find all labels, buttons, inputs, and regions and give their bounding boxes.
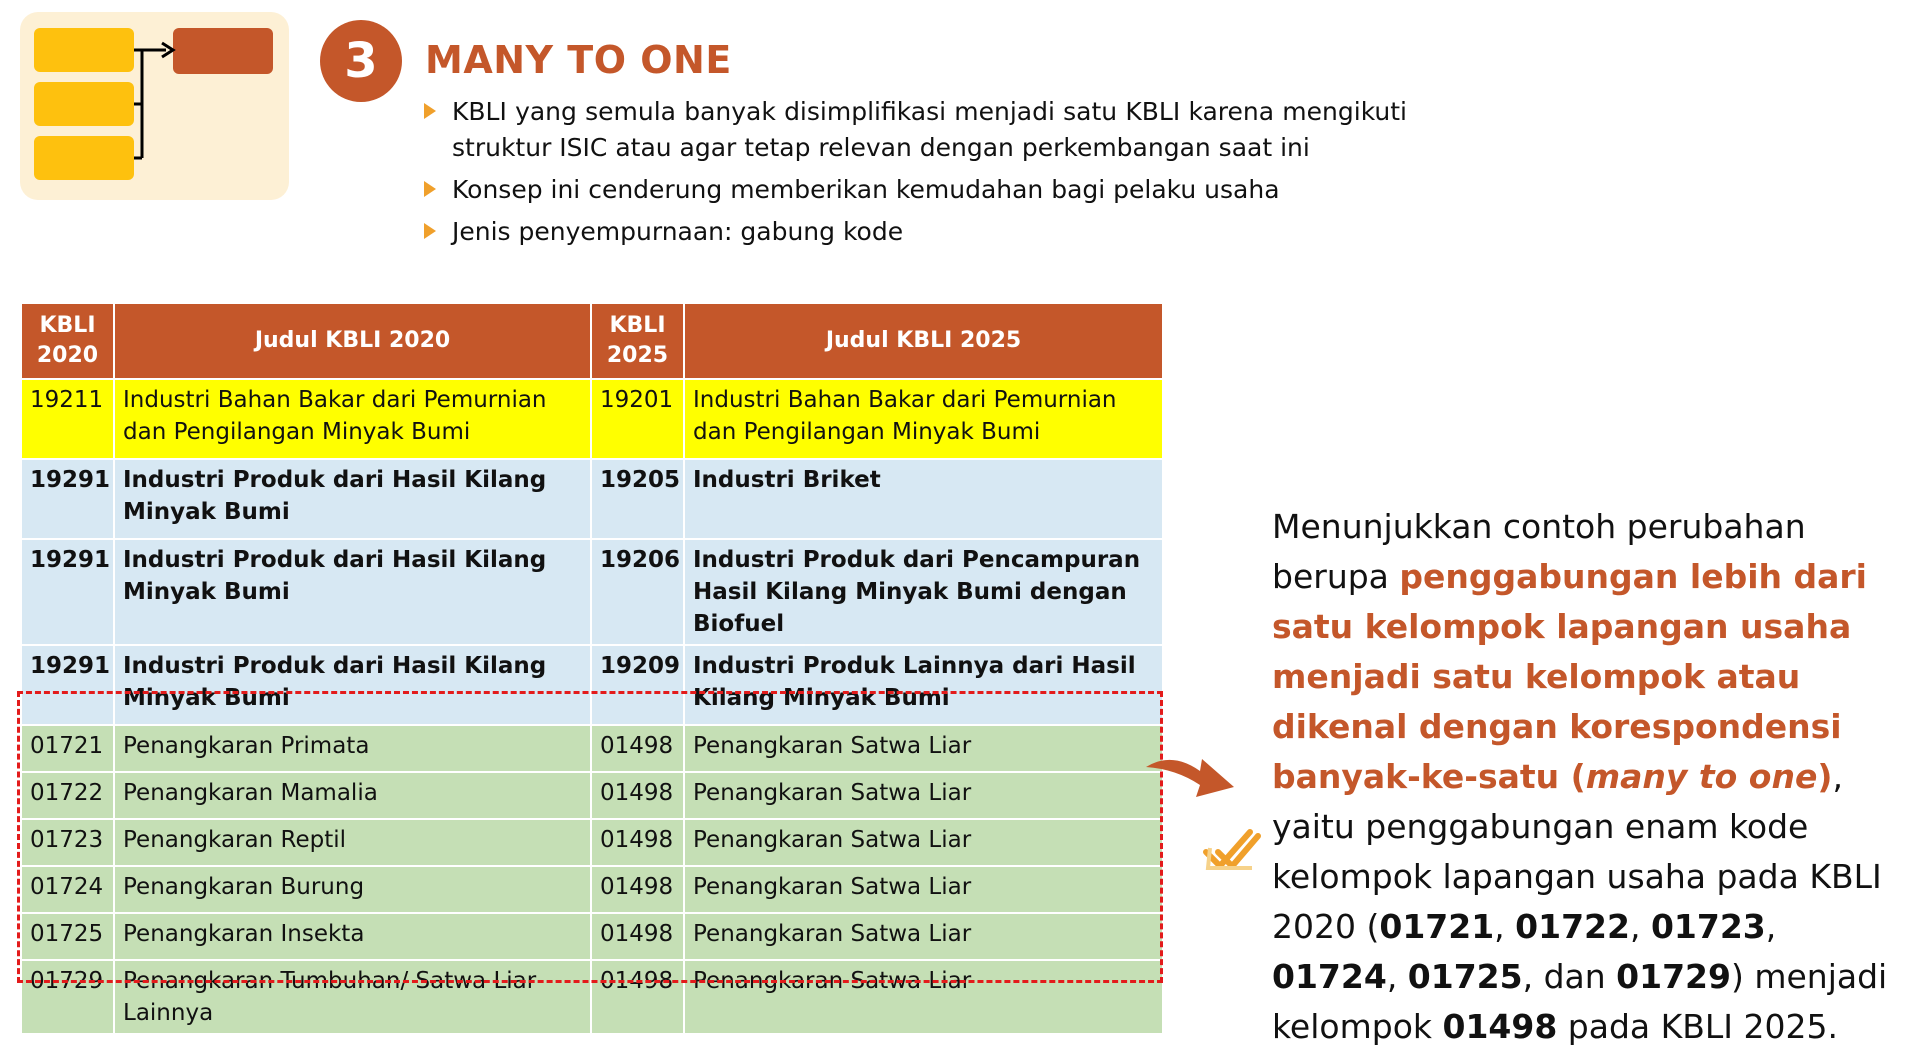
- header-judul-2020: Judul KBLI 2020: [114, 303, 591, 379]
- triangle-bullet-icon: [424, 181, 436, 197]
- bullet-list: [422, 94, 1407, 256]
- bullet-item: Konsep ini cenderung memberikan kemudahan bagi pelaku usaha: [422, 172, 1407, 208]
- header-kbli-2025: KBLI 2025: [591, 303, 684, 379]
- curved-arrow-icon: [1142, 745, 1238, 805]
- code-01729: 01729: [1616, 957, 1731, 996]
- table-header-row: [21, 303, 1163, 379]
- kbli-table: [20, 302, 1164, 1035]
- triangle-bullet-icon: [424, 103, 436, 119]
- section-number-badge: 3: [320, 20, 402, 102]
- bullet-item: Jenis penyempurnaan: gabung kode: [422, 214, 1407, 250]
- table-row: 01722 Penangkaran Mamalia 01498 Penangkaran Satwa Liar: [21, 772, 1163, 819]
- header-judul-2025: Judul KBLI 2025: [684, 303, 1163, 379]
- table-row: 19211 Industri Bahan Bakar dari Pemurnian dan Pengilangan Minyak Bumi 19201 Industri Bahan Bakar dari Pemurnian dan Pengilangan Minyak Bumi: [21, 379, 1163, 459]
- code-01725: 01725: [1407, 957, 1523, 996]
- table-row: 19291 Industri Produk dari Hasil Kilang Minyak Bumi 19209 Industri Produk Lainnya dari Hasil Kilang Minyak Bumi: [21, 645, 1163, 725]
- description-text: Menunjukkan contoh perubahan berupa penggabungan lebih dari satu kelompok lapangan usaha menjadi satu kelompok atau dikenal dengan korespondensi banyak-ke-satu (many to one), yaitu penggabungan enam kode kelompok lapangan usaha pada KBLI 2020 (01721, 01722, 01723, 01724, 01725, dan 01729) menjadi kelompok 01498 pada KBLI 2025.: [1272, 507, 1888, 1046]
- code-01723: 01723: [1650, 907, 1766, 946]
- table-row: 01729 Penangkaran Tumbuhan/ Satwa Liar Lainnya 01498 Penangkaran Satwa Liar: [21, 960, 1163, 1034]
- double-check-icon: [1200, 822, 1264, 878]
- table-row: 01721 Penangkaran Primata 01498 Penangkaran Satwa Liar: [21, 725, 1163, 772]
- merge-diagram-icon: [20, 12, 289, 200]
- code-01722: 01722: [1515, 907, 1630, 946]
- code-01724: 01724: [1272, 957, 1387, 996]
- table-row: 01725 Penangkaran Insekta 01498 Penangkaran Satwa Liar: [21, 913, 1163, 960]
- table-row: 01724 Penangkaran Burung 01498 Penangkaran Satwa Liar: [21, 866, 1163, 913]
- bullet-item: KBLI yang semula banyak disimplifikasi menjadi satu KBLI karena mengikuti struktur ISIC atau agar tetap relevan dengan perkembangan saat ini: [422, 94, 1407, 166]
- table-row: 01723 Penangkaran Reptil 01498 Penangkaran Satwa Liar: [21, 819, 1163, 866]
- triangle-bullet-icon: [424, 223, 436, 239]
- page-title: MANY TO ONE: [425, 38, 732, 82]
- connector-lines: [20, 12, 289, 200]
- code-01721: 01721: [1379, 907, 1495, 946]
- table-row: 19291 Industri Produk dari Hasil Kilang Minyak Bumi 19206 Industri Produk dari Pencampuran Hasil Kilang Minyak Bumi dengan Biofuel: [21, 539, 1163, 645]
- target-code: 01498: [1442, 1007, 1558, 1046]
- header-kbli-2020: KBLI 2020: [21, 303, 114, 379]
- table-row: 19291 Industri Produk dari Hasil Kilang Minyak Bumi 19205 Industri Briket: [21, 459, 1163, 539]
